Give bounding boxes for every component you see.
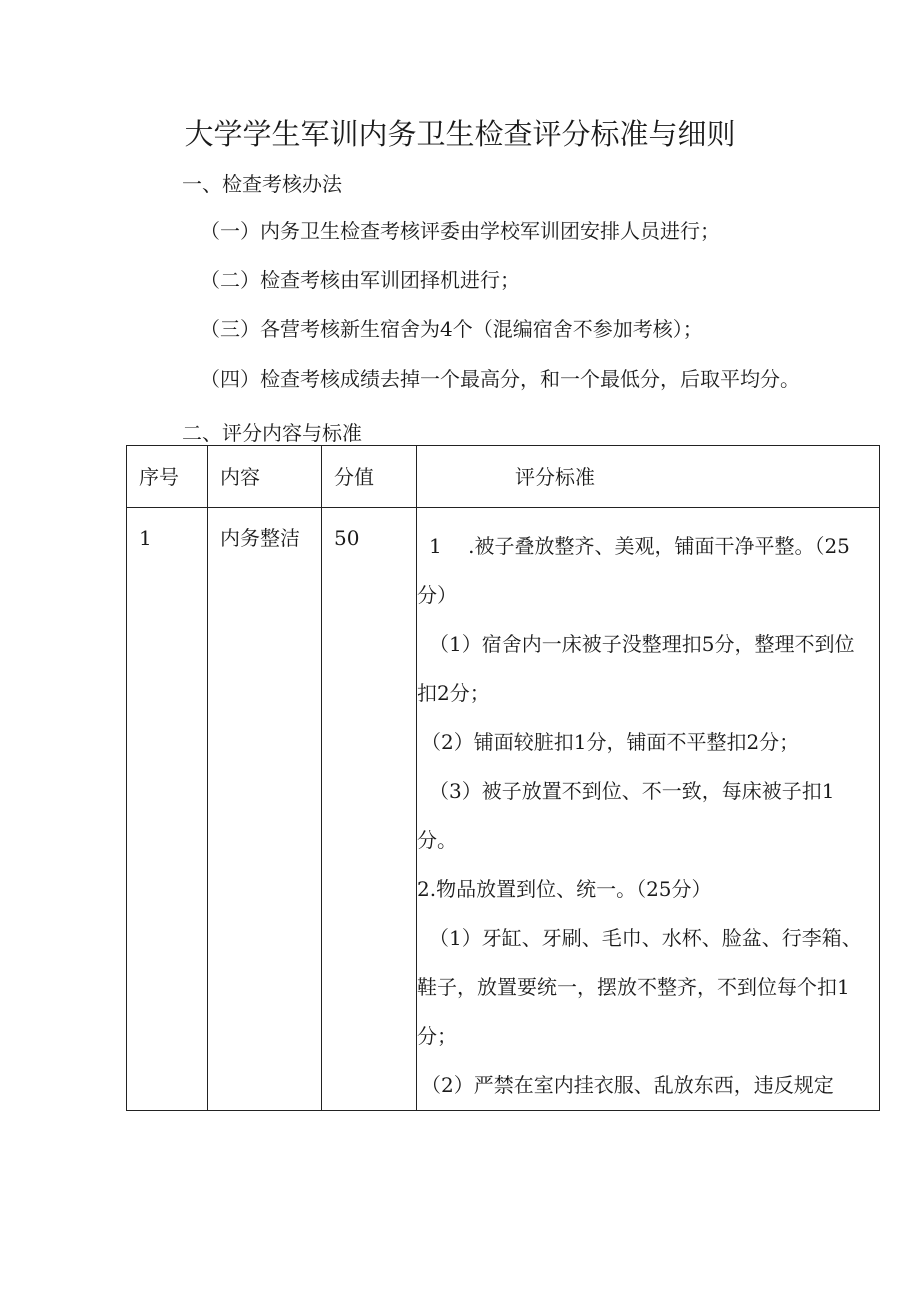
header-cell-content: 内容 [208, 446, 322, 508]
method-item-3: （三）各营考核新生宿舍为4个（混编宿舍不参加考核）； [200, 317, 703, 341]
cell-criteria [417, 508, 880, 1111]
criteria-line: 2.物品放置到位、统一。（25分） [417, 877, 712, 901]
method-item-2: （二）检查考核由军训团择机进行； [200, 268, 520, 292]
document-title: 大学学生军训内务卫生检查评分标准与细则 [184, 117, 736, 151]
header-cell-index: 序号 [127, 446, 208, 508]
header-cell-criteria: 评分标准 [417, 446, 880, 508]
criteria-line: （2）严禁在室内挂衣服、乱放东西，违反规定 [421, 1073, 834, 1097]
method-item-1: （一）内务卫生检查考核评委由学校军训团安排人员进行； [200, 219, 720, 243]
cell-content: 内务整洁 [208, 508, 322, 1111]
criteria-line: （1）牙缸、牙刷、毛巾、水杯、脸盆、行李箱、 [429, 926, 862, 950]
method-item-4: （四）检查考核成绩去掉一个最高分，和一个最低分，后取平均分。 [200, 367, 800, 391]
scoring-table [126, 445, 880, 1111]
criteria-text [417, 508, 877, 1110]
criteria-line: （2）铺面较脏扣1分，铺面不平整扣2分； [421, 730, 800, 754]
criteria-line: 1 .被子叠放整齐、美观，铺面干净平整。（25 [429, 534, 850, 558]
section-heading-criteria: 二、评分内容与标准 [182, 421, 362, 445]
criteria-line: 分； [417, 1024, 457, 1048]
cell-score: 50 [322, 508, 417, 1111]
criteria-line: 分） [417, 583, 457, 607]
header-cell-score: 分值 [322, 446, 417, 508]
criteria-line: （3）被子放置不到位、不一致，每床被子扣1 [429, 779, 835, 803]
table-header-row [127, 446, 880, 508]
table-row [127, 508, 880, 1111]
criteria-line: （1）宿舍内一床被子没整理扣5分，整理不到位 [429, 632, 855, 656]
cell-index: 1 [127, 508, 208, 1111]
criteria-line: 扣2分； [417, 681, 490, 705]
criteria-line: 分。 [417, 828, 457, 852]
section-heading-methods: 一、检查考核办法 [182, 172, 342, 196]
criteria-line: 鞋子，放置要统一，摆放不整齐，不到位每个扣1 [417, 975, 850, 999]
